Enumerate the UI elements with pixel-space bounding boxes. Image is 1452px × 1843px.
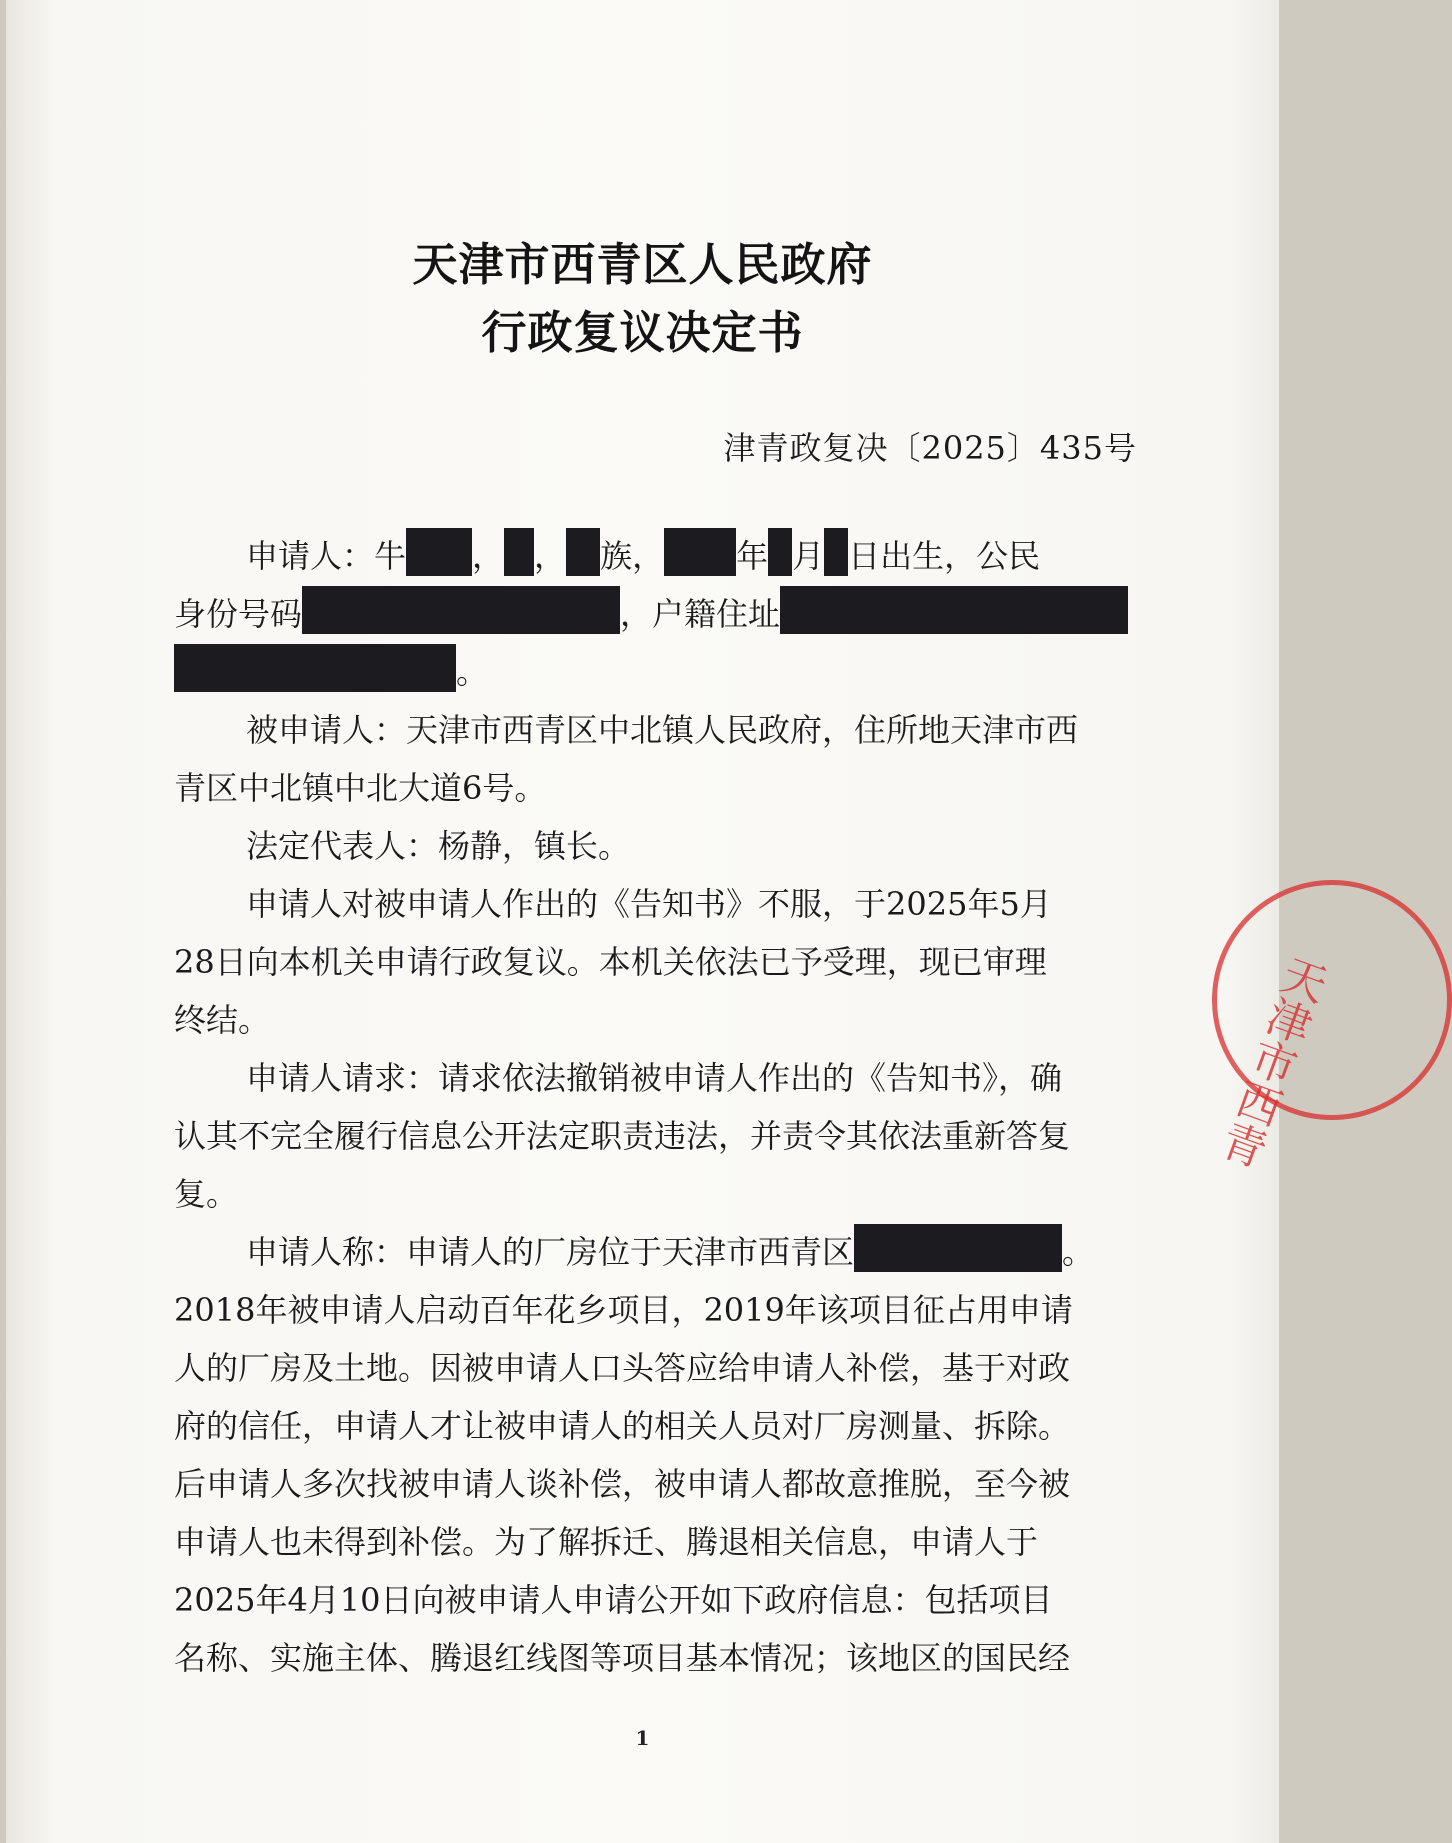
redaction-block (780, 586, 1128, 634)
redaction-block (854, 1224, 1062, 1272)
respondent-line-2: 青区中北镇中北大道6号。 (174, 769, 547, 807)
redaction-block (406, 528, 472, 576)
document-title: 天津市西青区人民政府 (412, 238, 873, 291)
claim-line-3: 人的厂房及土地。因被申请人口头答应给申请人补偿，基于对政 (174, 1349, 1071, 1387)
redaction-block (174, 644, 456, 692)
claim-line-4: 府的信任，申请人才让被申请人的相关人员对厂房测量、拆除。 (174, 1407, 1071, 1445)
request-line-2: 认其不完全履行信息公开法定职责违法，并责令其依法重新答复 (174, 1117, 1071, 1155)
request-line-3: 复。 (174, 1175, 239, 1213)
redaction-block (302, 586, 620, 634)
claim-line-1: 申请人称：申请人的厂房位于天津市西青区 。 (174, 1223, 1139, 1281)
redaction-block (768, 528, 792, 576)
claim-line-6: 申请人也未得到补偿。为了解拆迁、腾退相关信息，申请人于 (174, 1523, 1039, 1561)
official-seal-text: 天津市西青 (1208, 948, 1333, 1173)
document-number: 津青政复决〔2025〕435号 (723, 429, 1137, 467)
applicant-line-2: 身份号码 ，户籍住址 (174, 585, 1139, 643)
request-line-1: 申请人请求：请求依法撤销被申请人作出的《告知书》，确 (246, 1059, 1063, 1097)
claim-line-2: 2018年被申请人启动百年花乡项目，2019年该项目征占用申请 (174, 1291, 1073, 1329)
redaction-block (566, 528, 600, 576)
redaction-block (504, 528, 534, 576)
claim-line-5: 后申请人多次找被申请人谈补偿，被申请人都故意推脱，至今被 (174, 1465, 1071, 1503)
applicant-line-3: 。 (174, 643, 1139, 701)
respondent-line-1: 被申请人：天津市西青区中北镇人民政府，住所地天津市西 (246, 711, 1079, 749)
redaction-block (664, 528, 736, 576)
procedure-line-3: 终结。 (174, 1001, 271, 1039)
redaction-block (824, 528, 848, 576)
document-page (6, 0, 1333, 1843)
document-subtitle: 行政复议决定书 (481, 306, 804, 359)
procedure-line-2: 28日向本机关申请行政复议。本机关依法已予受理，现已审理 (174, 943, 1047, 981)
procedure-line-1: 申请人对被申请人作出的《告知书》不服，于2025年5月 (246, 885, 1052, 923)
page-number: 1 (635, 1726, 650, 1750)
applicant-line-1: 申请人：牛 ， ， 族， 年 月 日出生，公民 (174, 527, 1139, 585)
claim-line-8: 名称、实施主体、腾退红线图等项目基本情况；该地区的国民经 (174, 1639, 1071, 1677)
document-body (174, 527, 1139, 1687)
claim-line-7: 2025年4月10日向被申请人申请公开如下政府信息：包括项目 (174, 1581, 1053, 1619)
legal-representative: 法定代表人：杨静，镇长。 (246, 827, 631, 865)
